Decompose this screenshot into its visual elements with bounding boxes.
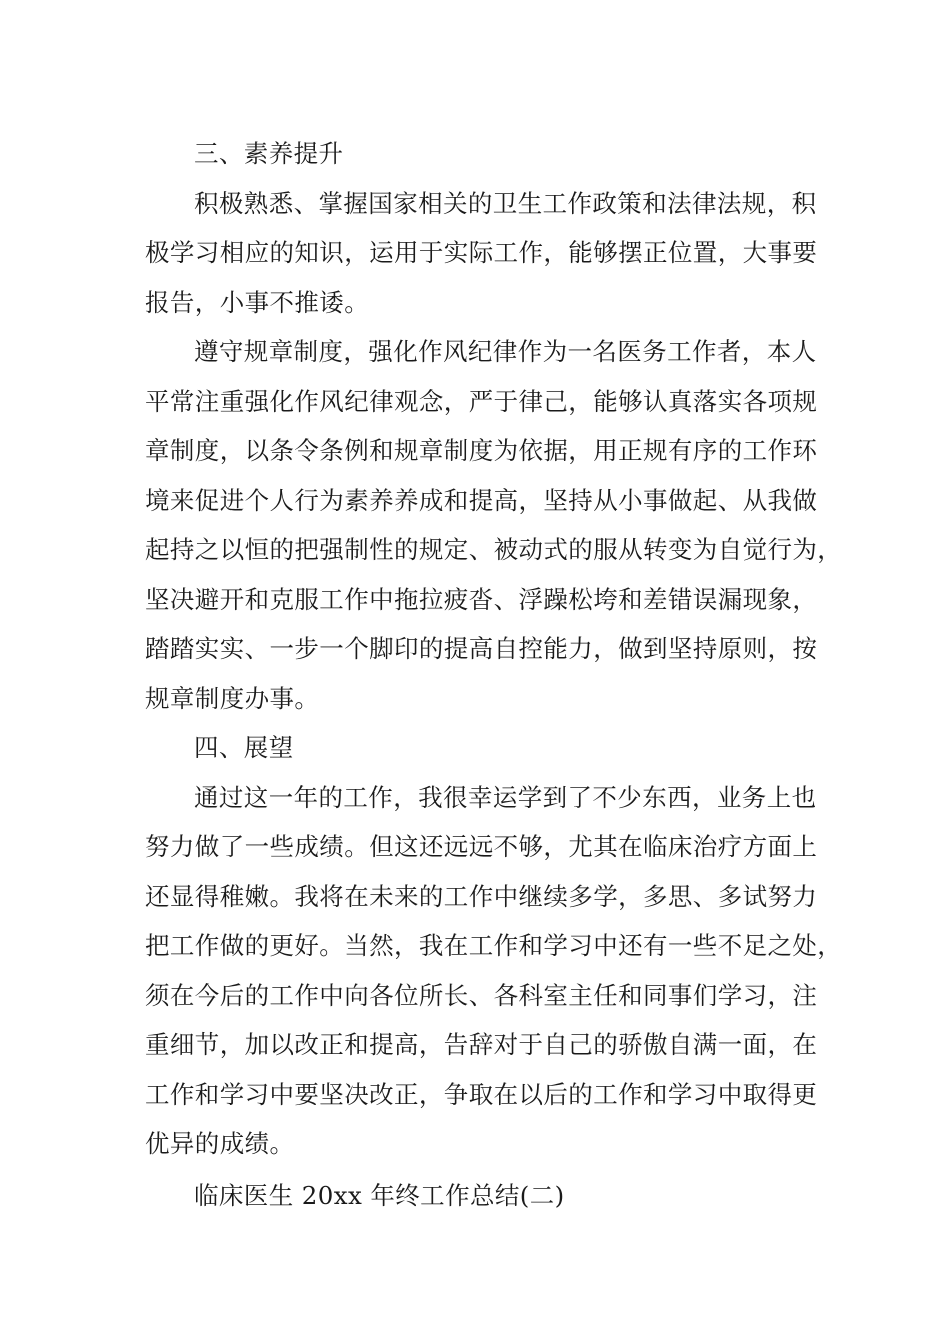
section-heading-4: 四、展望 [194,733,294,762]
text-line: 平常注重强化作风纪律观念，严于律己，能够认真落实各项规 [145,386,818,416]
text-line: 须在今后的工作中向各位所长、各科室主任和同事们学习，注 [145,980,818,1010]
document-page [145,129,843,1220]
text-line: 还显得稚嫩。我将在未来的工作中继续多学，多思、多试努力 [145,881,818,911]
text-line: 把工作做的更好。当然，我在工作和学习中还有一些不足之处， [145,931,843,960]
text-line: 工作和学习中要坚决改正，争取在以后的工作和学习中取得更 [145,1079,818,1109]
text-line: 遵守规章制度，强化作风纪律作为一名医务工作者，本人 [194,337,817,366]
paragraph-discipline [145,327,843,723]
text-line: 章制度，以条令条例和规章制度为依据，用正规有序的工作环 [145,436,818,465]
text-line: 积极熟悉、掌握国家相关的卫生工作政策和法律法规，积 [194,188,817,218]
text-line: 境来促进个人行为素养养成和提高，坚持从小事做起、从我做 [145,485,818,515]
next-document-title: 临床医生 20xx 年终工作总结(二) [194,1180,565,1210]
text-line: 规章制度办事。 [145,683,320,713]
text-line: 努力做了一些成绩。但这还远远不够，尤其在临床治疗方面上 [145,832,818,861]
text-line: 坚决避开和克服工作中拖拉疲沓、浮躁松垮和差错误漏现象， [145,584,818,614]
text-line: 起持之以恒的把强制性的规定、被动式的服从转变为自觉行为， [145,535,843,564]
paragraph-policy [145,179,835,328]
section-heading-3: 三、素养提升 [194,139,344,168]
text-line: 优异的成绩。 [145,1129,295,1158]
text-line: 报告，小事不推诿。 [145,287,370,317]
text-line: 极学习相应的知识，运用于实际工作，能够摆正位置，大事要 [145,238,818,267]
text-line: 通过这一年的工作，我很幸运学到了不少东西，业务上也 [194,782,817,812]
text-line: 踏踏实实、一步一个脚印的提高自控能力，做到坚持原则，按 [145,634,818,663]
paragraph-outlook [145,773,843,1169]
text-line: 重细节，加以改正和提高，告辞对于自己的骄傲自满一面，在 [145,1030,818,1059]
